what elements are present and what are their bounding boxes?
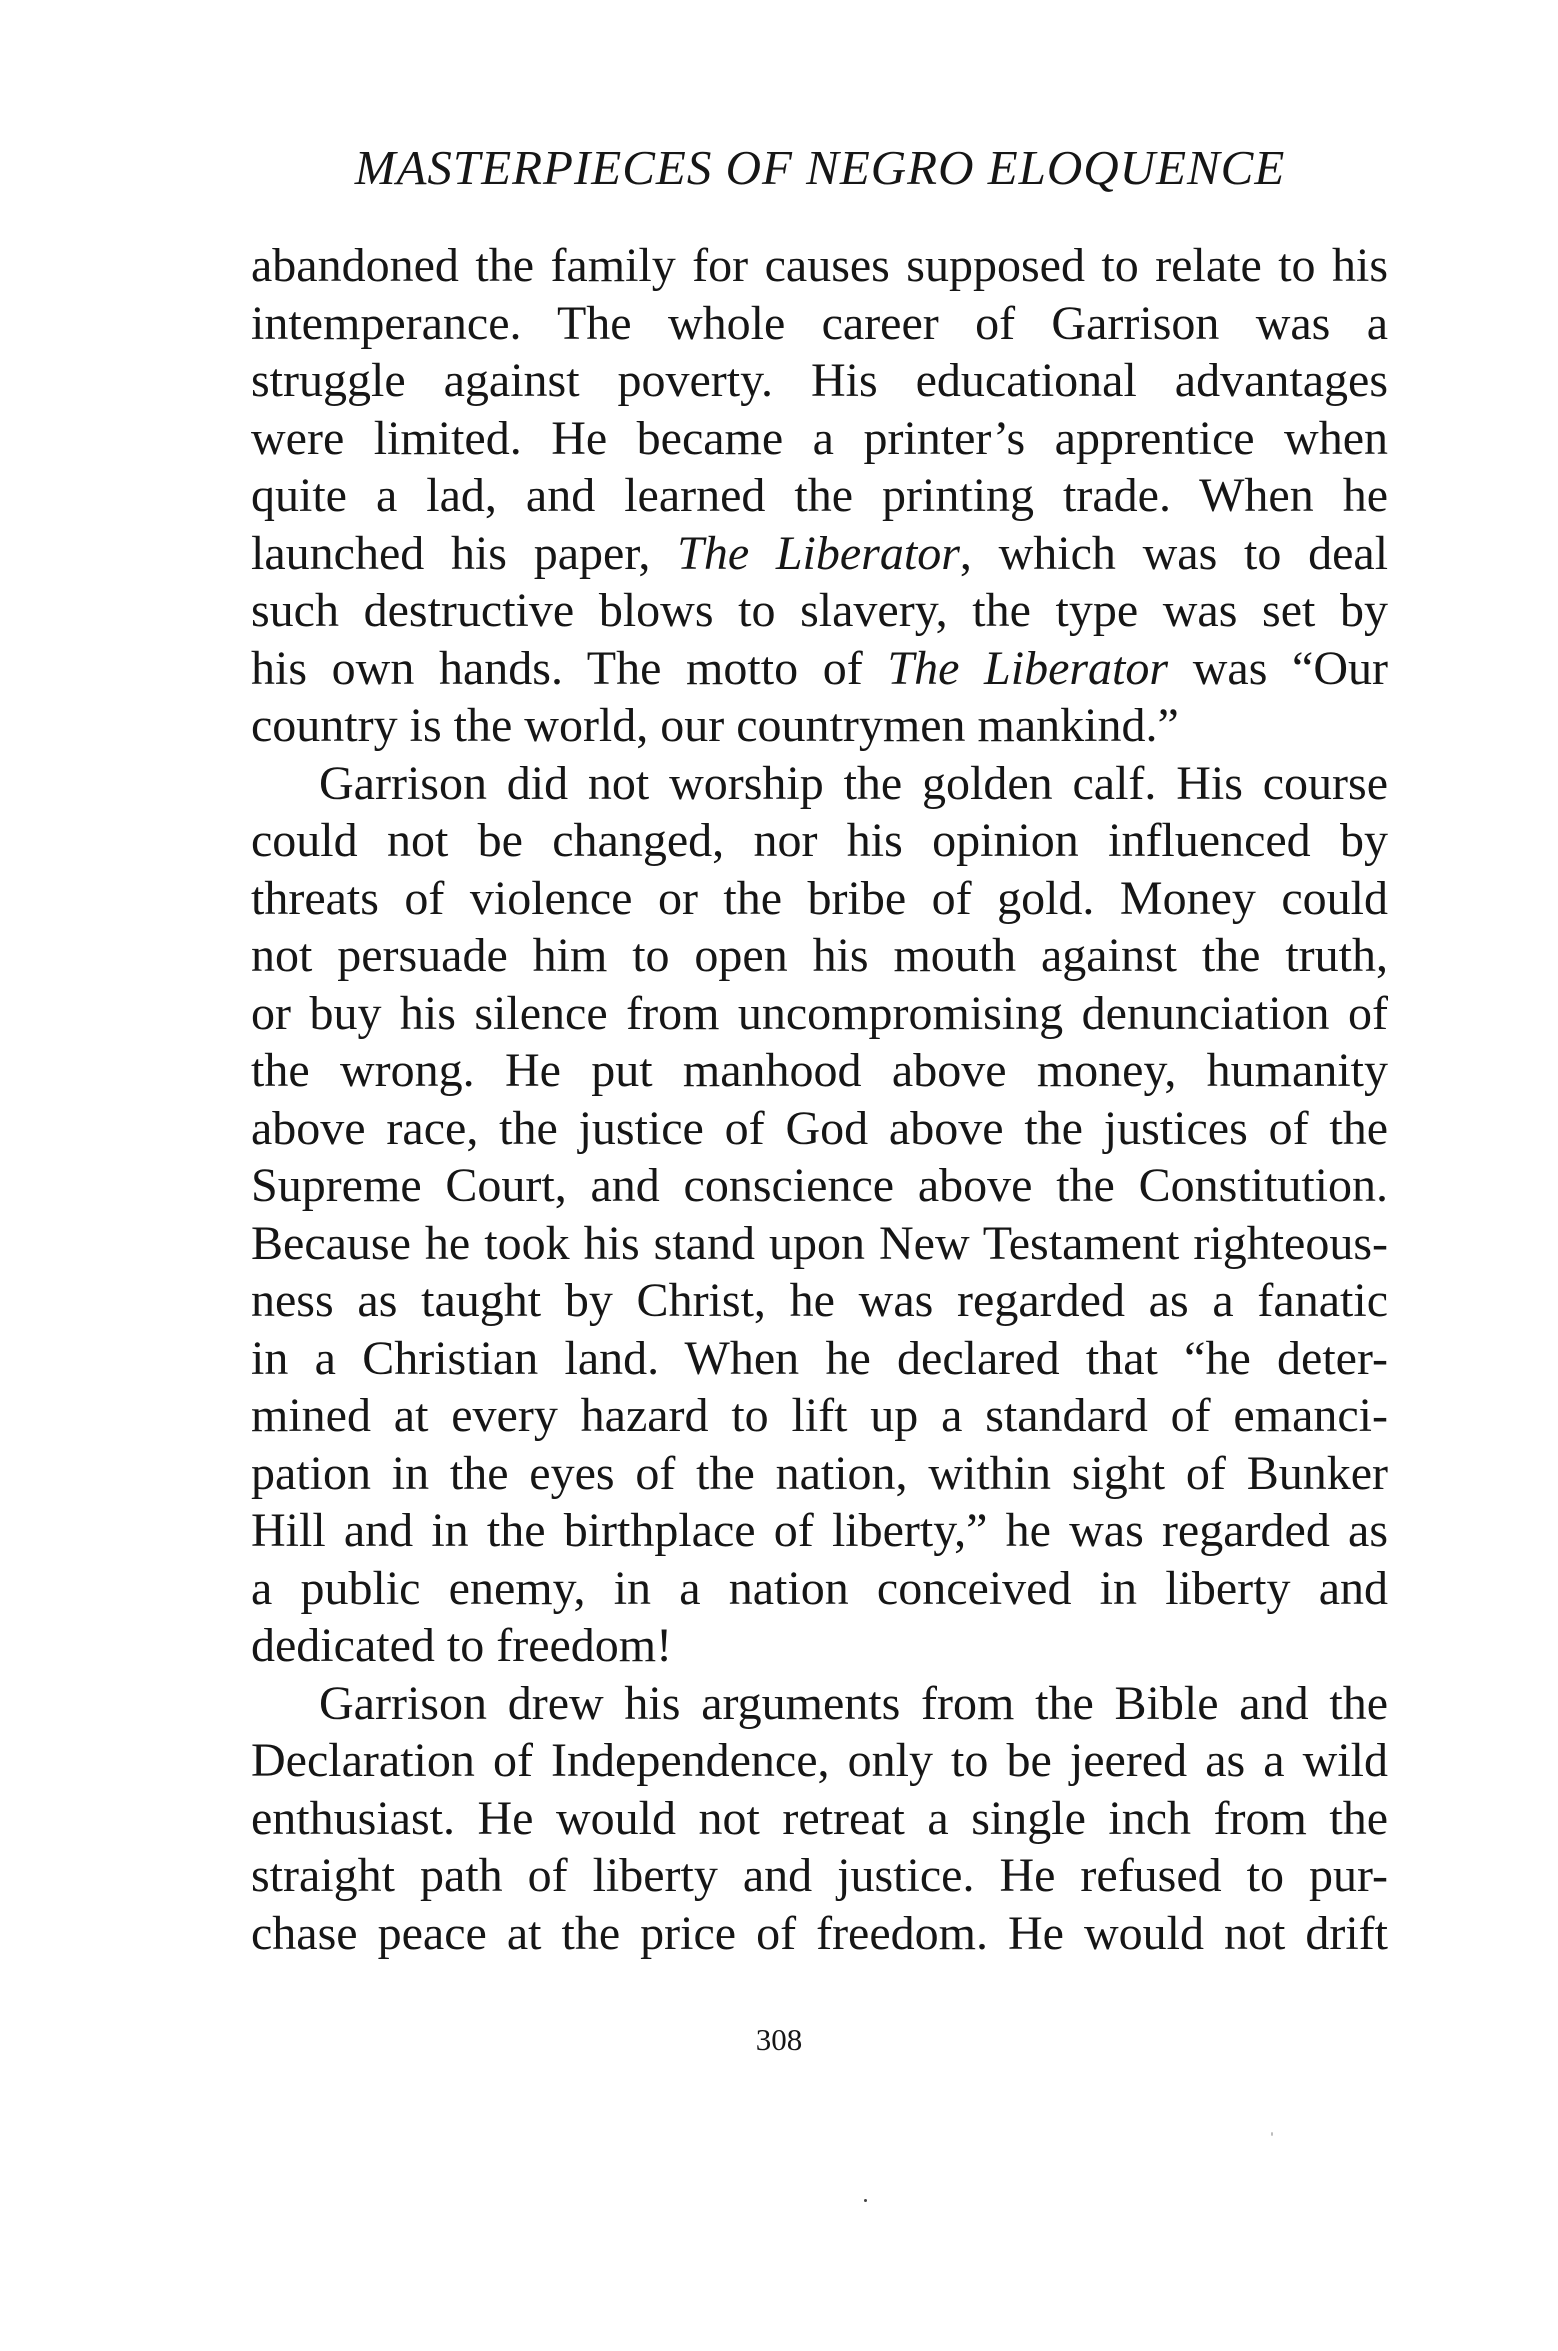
text-line: abandoned the family for causes supposed to relate to his bbox=[251, 239, 1388, 292]
text-line bbox=[251, 525, 1388, 583]
text-line: ness as taught by Christ, he was regarded as a fanatic bbox=[251, 1274, 1388, 1327]
text-line: threats of violence or the bribe of gold. Money could bbox=[251, 871, 1388, 925]
text-segment: , which was to deal bbox=[959, 526, 1389, 580]
text-line: straight path of liberty and justice. He refused to pur- bbox=[251, 1849, 1388, 1902]
text-line: not persuade him to open his mouth against the truth, bbox=[251, 929, 1388, 982]
paper-speck bbox=[864, 2199, 867, 2202]
text-line: mined at every hazard to lift up a standard of emanci- bbox=[251, 1389, 1388, 1442]
italic-title: The Liberator bbox=[677, 526, 960, 580]
text-line: intemperance. The whole career of Garrison was a bbox=[251, 296, 1388, 350]
text-segment: launched his paper, bbox=[251, 526, 678, 580]
text-line: Hill and in the birthplace of liberty,” he was regarded as bbox=[251, 1504, 1388, 1557]
text-line: or buy his silence from uncompromising denunciation of bbox=[251, 986, 1388, 1040]
text-line: could not be changed, nor his opinion influenced by bbox=[251, 814, 1388, 867]
text-line bbox=[251, 640, 1388, 698]
text-line: were limited. He became a printer’s apprentice when bbox=[251, 411, 1388, 465]
body-text bbox=[251, 237, 1388, 1962]
text-line: Declaration of Independence, only to be jeered as a wild bbox=[251, 1734, 1388, 1787]
text-line: dedicated to freedom! bbox=[251, 1619, 673, 1672]
text-segment: was “Our bbox=[1168, 641, 1388, 695]
text-line: Supreme Court, and conscience above the Constitution. bbox=[251, 1159, 1388, 1212]
text-line: Because he took his stand upon New Testament righteous- bbox=[251, 1216, 1388, 1270]
running-head-title: MASTERPIECES OF NEGRO ELOQUENCE bbox=[354, 140, 1286, 195]
text-line: enthusiast. He would not retreat a single inch from the bbox=[251, 1791, 1388, 1845]
text-segment: his own hands. The motto of bbox=[251, 641, 888, 695]
text-line: struggle against poverty. His educational advantages bbox=[251, 354, 1388, 407]
paper-speck bbox=[1271, 2132, 1273, 2136]
text-line: such destructive blows to slavery, the type was set by bbox=[251, 584, 1388, 637]
text-line: chase peace at the price of freedom. He would not drift bbox=[251, 1906, 1388, 1960]
text-line: Garrison did not worship the golden calf. His course bbox=[319, 756, 1388, 810]
text-line: the wrong. He put manhood above money, humanity bbox=[251, 1044, 1388, 1097]
text-line: in a Christian land. When he declared that “he deter- bbox=[251, 1331, 1388, 1385]
italic-title: The Liberator bbox=[887, 641, 1169, 695]
page-number: 308 bbox=[755, 2022, 803, 2057]
text-line: pation in the eyes of the nation, within sight of Bunker bbox=[251, 1446, 1388, 1500]
text-line: Garrison drew his arguments from the Bible and the bbox=[319, 1676, 1388, 1730]
text-line: quite a lad, and learned the printing trade. When he bbox=[251, 469, 1388, 522]
text-line: country is the world, our countrymen mankind.” bbox=[251, 699, 1179, 752]
text-line: above race, the justice of God above the justices of the bbox=[251, 1101, 1388, 1155]
text-line: a public enemy, in a nation conceived in liberty and bbox=[251, 1561, 1388, 1615]
